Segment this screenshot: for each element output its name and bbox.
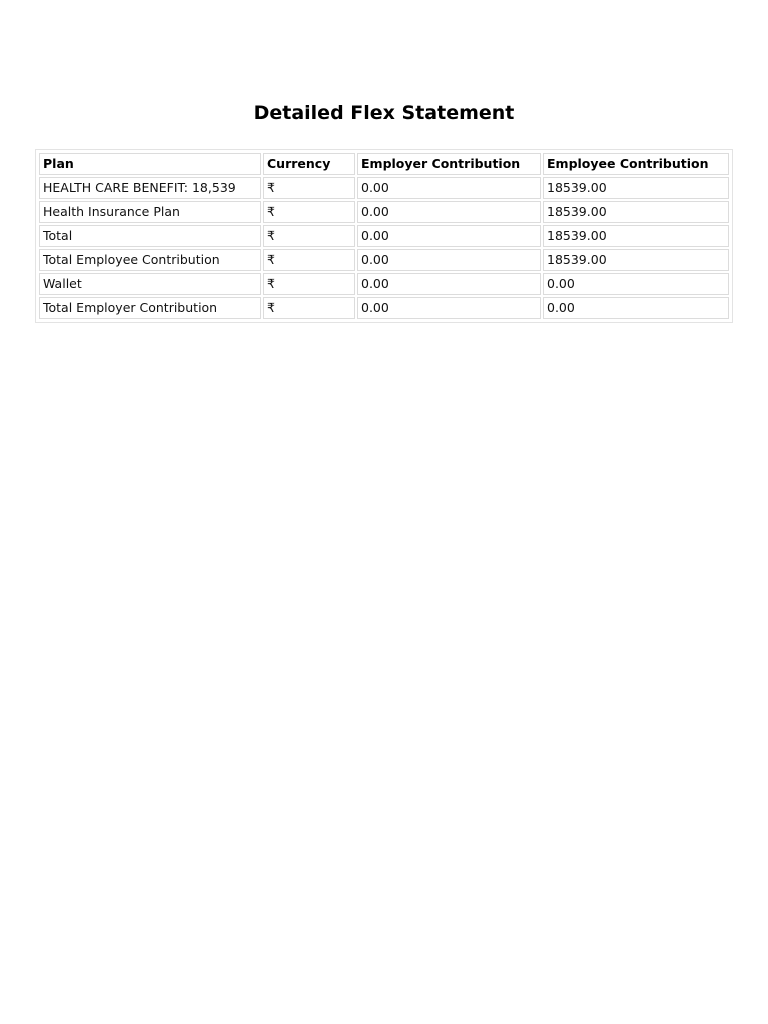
table-row — [39, 273, 729, 295]
cell-employer-contribution: 0.00 — [357, 201, 541, 223]
cell-currency: ₹ — [263, 273, 355, 295]
cell-employee-contribution: 18539.00 — [543, 249, 729, 271]
cell-employer-contribution: 0.00 — [357, 249, 541, 271]
cell-plan: Total — [39, 225, 261, 247]
table-row — [39, 249, 729, 271]
table-row — [39, 201, 729, 223]
table-header-row — [39, 153, 729, 175]
header-employee-contribution: Employee Contribution — [543, 153, 729, 175]
cell-employee-contribution: 0.00 — [543, 297, 729, 319]
cell-employer-contribution: 0.00 — [357, 225, 541, 247]
table-row — [39, 177, 729, 199]
cell-employer-contribution: 0.00 — [357, 273, 541, 295]
cell-currency: ₹ — [263, 177, 355, 199]
flex-statement-table — [37, 151, 731, 321]
header-plan: Plan — [39, 153, 261, 175]
cell-employee-contribution: 18539.00 — [543, 225, 729, 247]
cell-plan: HEALTH CARE BENEFIT: 18,539 — [39, 177, 261, 199]
cell-plan: Total Employee Contribution — [39, 249, 261, 271]
header-employer-contribution: Employer Contribution — [357, 153, 541, 175]
header-currency: Currency — [263, 153, 355, 175]
table-row — [39, 297, 729, 319]
cell-currency: ₹ — [263, 249, 355, 271]
cell-currency: ₹ — [263, 297, 355, 319]
table-row — [39, 225, 729, 247]
cell-employee-contribution: 18539.00 — [543, 177, 729, 199]
cell-employer-contribution: 0.00 — [357, 177, 541, 199]
cell-currency: ₹ — [263, 201, 355, 223]
cell-employee-contribution: 0.00 — [543, 273, 729, 295]
flex-statement-table-container — [35, 149, 733, 323]
cell-plan: Total Employer Contribution — [39, 297, 261, 319]
cell-employer-contribution: 0.00 — [357, 297, 541, 319]
cell-currency: ₹ — [263, 225, 355, 247]
page-title: Detailed Flex Statement — [253, 102, 515, 124]
cell-plan: Health Insurance Plan — [39, 201, 261, 223]
cell-employee-contribution: 18539.00 — [543, 201, 729, 223]
cell-plan: Wallet — [39, 273, 261, 295]
